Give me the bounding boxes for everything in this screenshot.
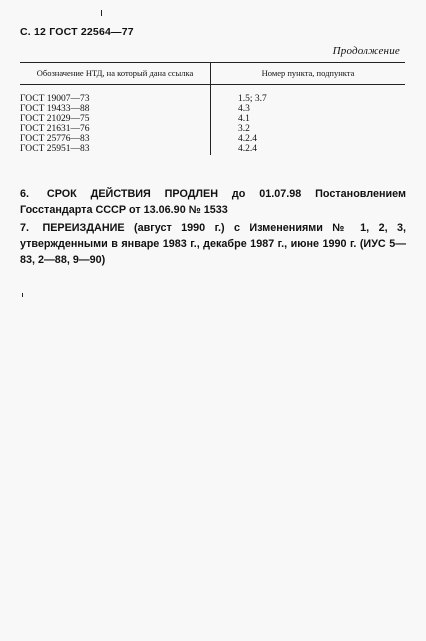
clause-cell: 4.1 — [238, 113, 250, 124]
clause-cell: 3.2 — [238, 123, 250, 134]
item-number: 6. — [20, 188, 30, 200]
table-row — [20, 145, 405, 155]
document-cell: ГОСТ 19007—73 — [20, 95, 211, 105]
table-header-row — [20, 63, 405, 85]
continuation-label: Продолжение — [332, 45, 400, 57]
print-speck — [101, 10, 102, 16]
item-validity-extension — [20, 186, 406, 218]
column-header-document: Обозначение НТД, на который дана ссылка — [20, 63, 211, 85]
clause-cell: 4.2.4 — [238, 143, 257, 154]
clause-cell: 4.2.4 — [238, 133, 257, 144]
item-number: 7. — [20, 222, 30, 234]
document-cell: ГОСТ 19433—88 — [20, 105, 211, 115]
page-header: С. 12 ГОСТ 22564—77 — [20, 26, 134, 38]
document-cell: ГОСТ 25776—83 — [20, 135, 211, 145]
clause-cell: 1.5; 3.7 — [238, 93, 267, 104]
document-cell: ГОСТ 25951—83 — [20, 145, 211, 155]
document-cell: ГОСТ 21631—76 — [20, 125, 211, 135]
item-reissue — [20, 220, 406, 268]
document-cell: ГОСТ 21029—75 — [20, 115, 211, 125]
column-header-clause: Номер пункта, подпункта — [211, 63, 406, 85]
item-text: ПЕРЕИЗДАНИЕ (август 1990 г.) с Изменениями № 1, 2, 3, утвержденными в январе 1983 г., декабре 1987 г., июне 1990 г. (ИУС 5—83, 2—88, 9—90) — [20, 222, 406, 266]
reference-table — [20, 62, 405, 155]
print-speck — [22, 293, 23, 297]
item-text: СРОК ДЕЙСТВИЯ ПРОДЛЕН до 01.07.98 Постановлением Госстандарта СССР от 13.06.90 № 1533 — [20, 188, 407, 216]
clause-cell: 4.3 — [238, 103, 250, 114]
